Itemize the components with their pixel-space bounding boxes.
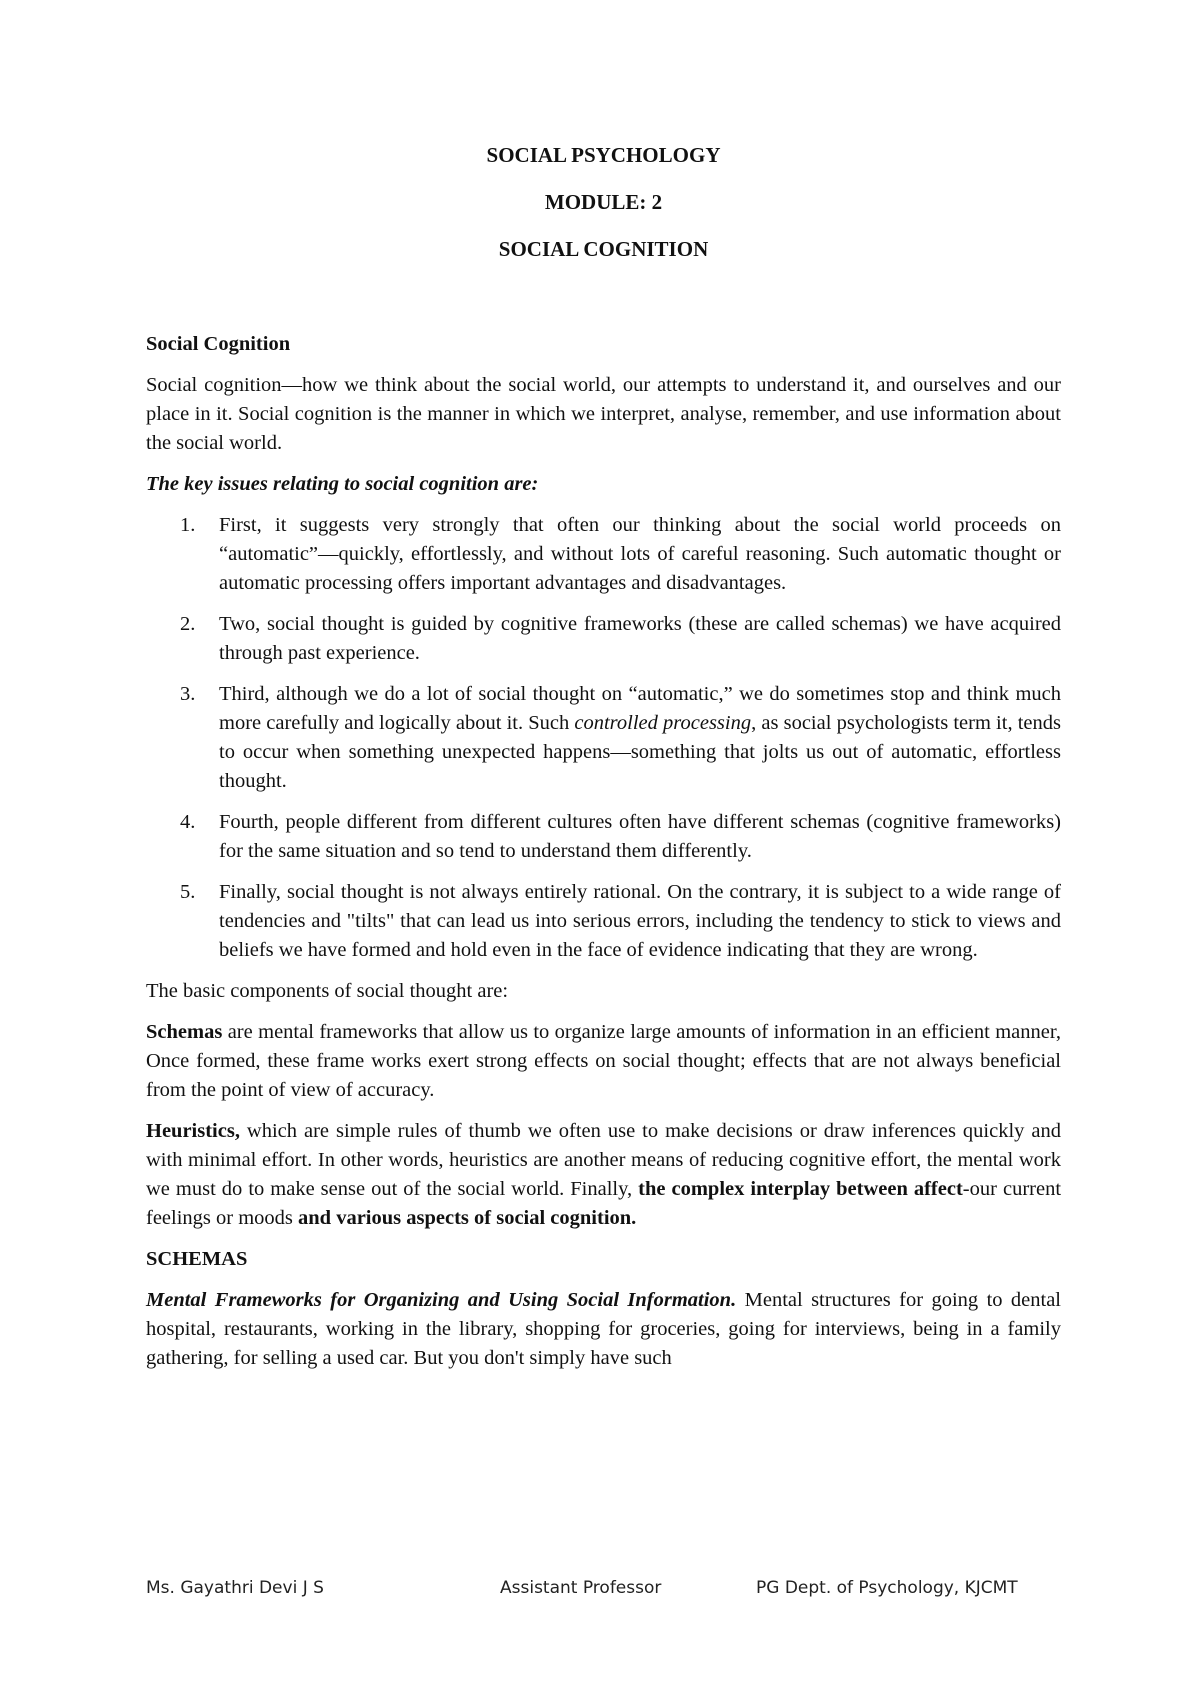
list-item-text: Fourth, people different from different cultures often have different schemas (cognitive frameworks) for the same situation and so tend to understand them differently. (219, 811, 1061, 862)
heuristics-paragraph (146, 1117, 1061, 1233)
affect-interplay-phrase: the complex interplay between affect (638, 1178, 963, 1200)
document-page (146, 0, 1061, 1696)
document-body (146, 330, 1061, 1385)
list-number: 3. (180, 683, 196, 705)
heuristics-definition: which are simple rules of thumb we often use to make decisions or draw inferences quickly and with minimal effort. In other words, heuristics are another means of reducing cognitive effort, the mental work we must do to make sense out of the social world. Finally, (146, 1120, 1061, 1200)
list-item (146, 878, 1061, 965)
list-number: 5. (180, 881, 196, 903)
list-number: 1. (180, 514, 196, 536)
course-title: SOCIAL PSYCHOLOGY (486, 143, 721, 167)
list-item (146, 808, 1061, 866)
components-intro: The basic components of social thought are: (146, 980, 509, 1002)
schemas-heading: SCHEMAS (146, 1248, 248, 1270)
key-issues-list (146, 511, 1061, 965)
list-item (146, 680, 1061, 796)
schemas-lead: Mental Frameworks for Organizing and Using Social Information. (146, 1289, 737, 1311)
footer-role: Assistant Professor (500, 1578, 662, 1598)
module-label: MODULE: 2 (544, 190, 663, 214)
controlled-processing-term: controlled processing (574, 712, 752, 734)
list-item-text-start: Third, although we do a lot of social thought on “automatic,” we do sometimes stop and think much more carefully and logically about it. Such (219, 683, 1061, 734)
key-issues-heading: The key issues relating to social cognition are: (146, 473, 539, 495)
social-cognition-heading: Social Cognition (146, 333, 291, 355)
list-number: 2. (180, 613, 196, 635)
list-item-text: First, it suggests very strongly that often our thinking about the social world proceeds on “automatic”—quickly, effortlessly, and without lots of careful reasoning. Such automatic thought or automatic processing offers important advantages and disadvantages. (219, 514, 1061, 594)
list-item-text-end: , as social psychologists term it, tends to occur when something unexpected happens—something that jolts us out of automatic, effortless thought. (219, 712, 1061, 792)
list-item-text: Two, social thought is guided by cognitive frameworks (these are called schemas) we have acquired through past experience. (219, 613, 1061, 664)
affect-description: -our current feelings or moods (146, 1178, 1062, 1229)
social-cognition-aspects-phrase: and various aspects of social cognition. (298, 1207, 637, 1229)
topic-title: SOCIAL COGNITION (498, 237, 709, 261)
footer-author: Ms. Gayathri Devi J S (146, 1578, 324, 1598)
schemas-definition: are mental frameworks that allow us to organize large amounts of information in an efficient manner, Once formed, these frame works exert strong effects on social thought; effects that are not always beneficial from the point of view of accuracy. (146, 1021, 1061, 1101)
footer-department: PG Dept. of Psychology, KJCMT (756, 1578, 1018, 1598)
schemas-section-text: Mental structures for going to dental hospital, restaurants, working in the library, shopping for groceries, going for interviews, being in a family gathering, for selling a used car. But you don't simply have such (146, 1289, 1062, 1369)
title-block (146, 143, 1061, 284)
schemas-paragraph (146, 1018, 1061, 1105)
list-item-text: Finally, social thought is not always entirely rational. On the contrary, it is subject to a wide range of tendencies and "tilts" that can lead us into serious errors, including the tendency to stick to views and beliefs we have formed and hold even in the face of evidence indicating that they are wrong. (219, 881, 1061, 961)
list-item (146, 610, 1061, 668)
social-cognition-paragraph: Social cognition—how we think about the social world, our attempts to understand it, and ourselves and our place in it. Social cognition is the manner in which we interpret, analyse, remember, and use information about the social world. (146, 374, 1061, 454)
heuristics-term: Heuristics, (146, 1120, 240, 1142)
schemas-section-paragraph (146, 1286, 1061, 1373)
schemas-term: Schemas (146, 1021, 223, 1043)
list-item (146, 511, 1061, 598)
list-number: 4. (180, 811, 196, 833)
